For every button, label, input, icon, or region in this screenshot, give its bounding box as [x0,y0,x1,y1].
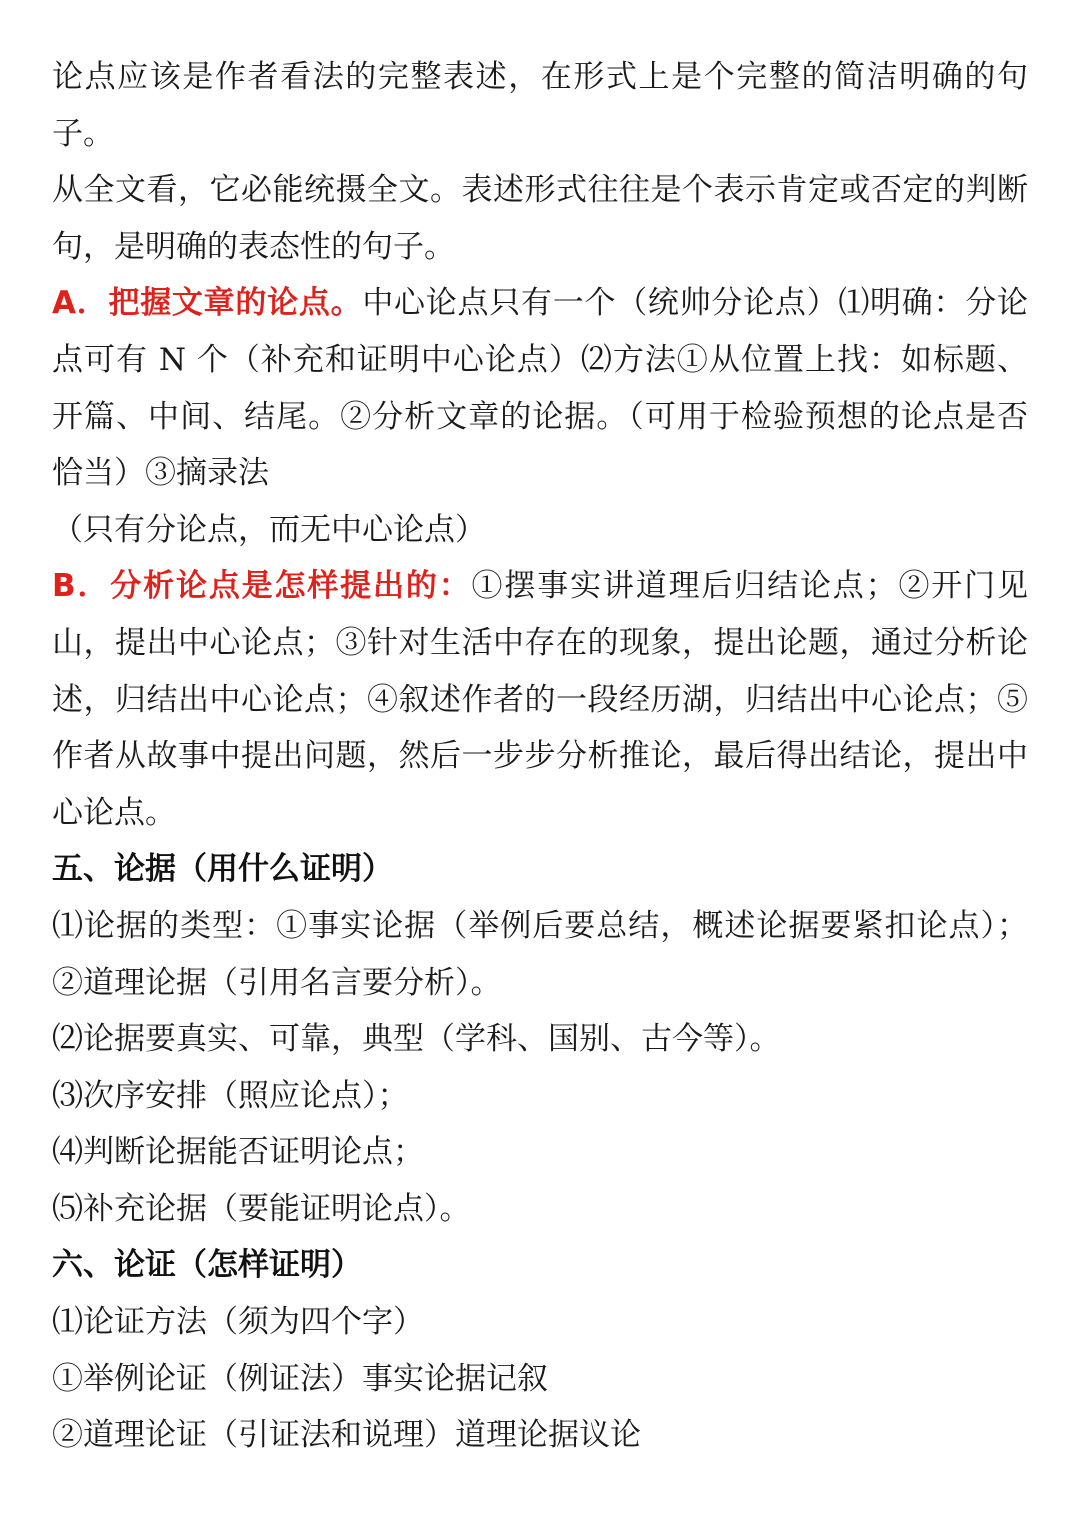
paragraph-thesis-scope: 从全文看，它必能统摄全文。表述形式往往是个表示肯定或否定的判断句，是明确的表态性的句子。 [52,172,1028,265]
section-6-item: ①举例论证（例证法）事实论据记叙 [52,1360,548,1397]
section-6-item: ②道理论证（引证法和说理）道理论据议论 [52,1417,641,1454]
paragraph-section-a [52,275,1028,501]
section-6-item: ⑴论证方法（须为四个字） [52,1304,424,1341]
section-5-item: ⑷判断论据能否证明论点； [52,1134,424,1171]
paragraph-section-b [52,558,1028,841]
section-5-item: ⑶次序安排（照应论点）； [52,1077,409,1114]
section-b-lead: B．分析论点是怎样提出的： [52,568,472,605]
section-5-item: ⑸补充论据（要能证明论点）。 [52,1190,471,1227]
section-5-heading: 五、论据（用什么证明） [52,851,393,888]
section-5-item: ⑵论据要真实、可靠，典型（学科、国别、古今等）。 [52,1021,781,1058]
section-6-heading: 六、论证（怎样证明） [52,1247,362,1284]
paragraph-thesis-definition: 论点应该是作者看法的完整表述，在形式上是个完整的简洁明确的句子。 [52,59,1028,152]
section-b-body: ①摆事实讲道理后归结论点；②开门见山，提出中心论点；③针对生活中存在的现象，提出论题，通过分析论述，归结出中心论点；④叙述作者的一段经历湖，归结出中心论点；⑤作者从故事中提出问题，然后一步步分析推论，最后得出结论，提出中心论点。 [52,568,1028,831]
section-5-item: ⑴论据的类型：①事实论据（举例后要总结，概述论据要紧扣论点）；②道理论据（引用名言要分析）。 [52,907,1028,1001]
section-a-body: 中心论点只有一个（统帅分论点）⑴明确：分论点可有 N 个（补充和证明中心论点）⑵方法①从位置上找：如标题、开篇、中间、结尾。②分析文章的论据。（可用于检验预想的论点是否恰当）③摘录法 [52,285,1028,492]
section-a-lead: A．把握文章的论点。 [52,285,363,322]
paragraph-section-a-note: （只有分论点，而无中心论点） [52,511,486,548]
